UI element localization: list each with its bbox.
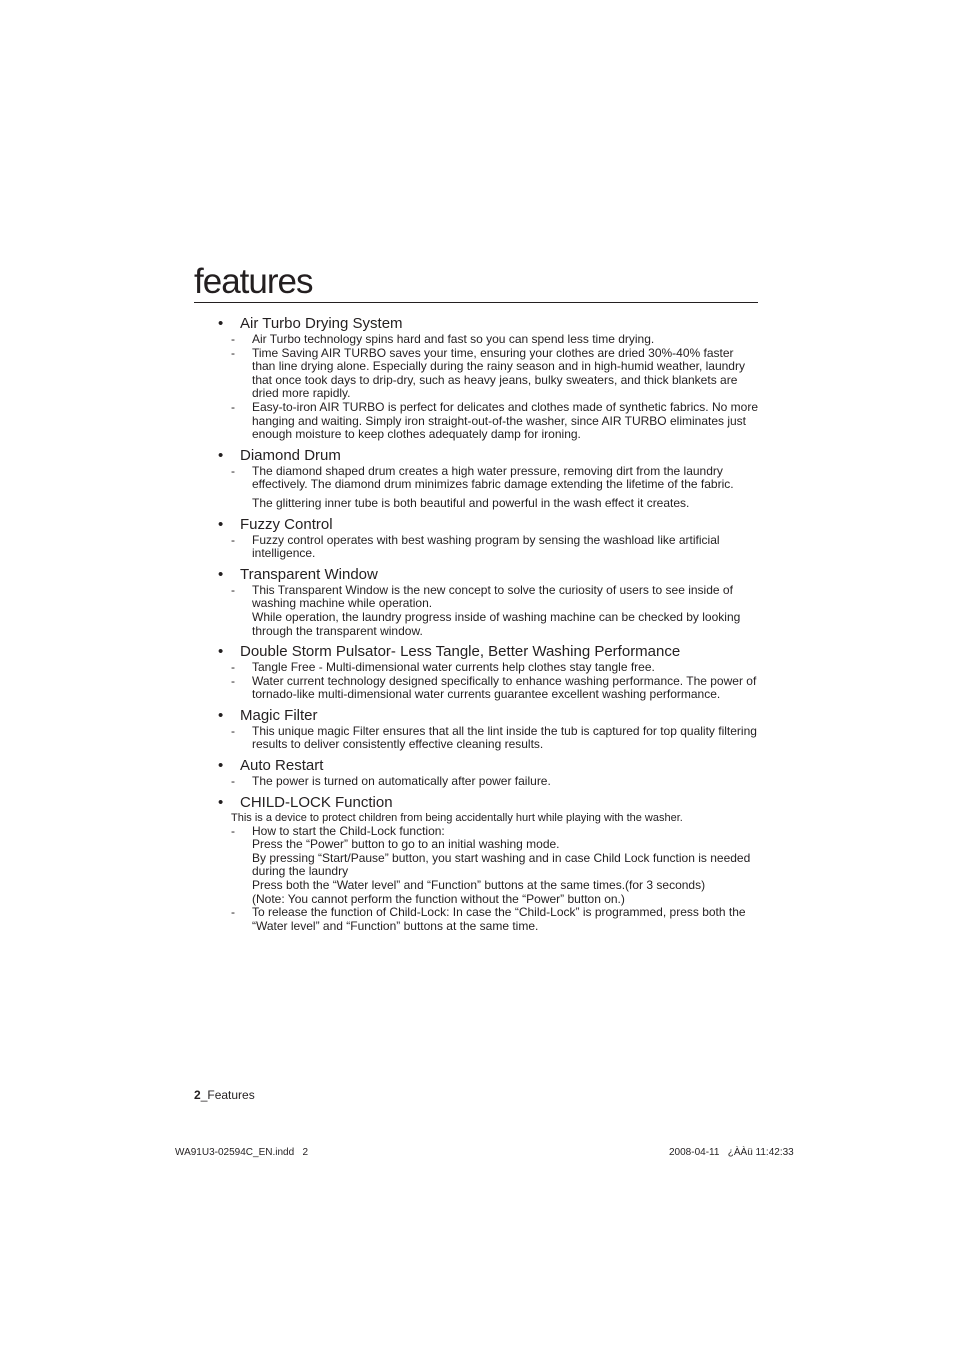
heading-text: Diamond Drum bbox=[240, 446, 341, 464]
bullet-icon: • bbox=[218, 793, 224, 811]
item-text: How to start the Child-Lock function: bbox=[252, 823, 445, 838]
item-continuation: While operation, the laundry progress inside of washing machine can be checked by looking through the transparent window. bbox=[252, 609, 741, 638]
dash-icon: - bbox=[231, 332, 235, 346]
dash-icon: - bbox=[231, 823, 235, 838]
page-footer-label bbox=[194, 1088, 255, 1102]
list-item bbox=[218, 347, 760, 401]
section-heading-auto-restart bbox=[218, 756, 760, 775]
page-title: features bbox=[194, 262, 758, 303]
item-text: Water current technology designed specifically to enhance washing performance. The power of tornado-like multi-dimensional water currents guarantee excellent washing performance. bbox=[252, 673, 757, 702]
list-item bbox=[218, 825, 760, 839]
section-heading-double-storm bbox=[218, 642, 760, 661]
bullet-icon: • bbox=[218, 515, 224, 533]
print-file-name: WA91U3-02594C_EN.indd 2 bbox=[175, 1147, 309, 1158]
step-text: By pressing “Start/Pause” button, you start washing and in case Child Lock function is needed during the laundry bbox=[252, 850, 751, 879]
page-number: 2 bbox=[194, 1088, 201, 1102]
dash-icon: - bbox=[231, 660, 235, 675]
heading-text: Fuzzy Control bbox=[240, 515, 333, 533]
bullet-icon: • bbox=[218, 706, 224, 724]
list-item bbox=[218, 584, 760, 611]
heading-text: Air Turbo Drying System bbox=[240, 315, 403, 332]
item-text: Easy-to-iron AIR TURBO is perfect for delicates and clothes made of synthetic fabrics. No more hanging and waiting. Simply iron straight-out-of-the washer, since AIR TURBO eliminates just enough moisture to keep clothes adequately damp for ironing. bbox=[252, 399, 758, 442]
section-heading-transparent-window bbox=[218, 565, 760, 584]
dash-icon: - bbox=[231, 399, 235, 414]
heading-text: Magic Filter bbox=[240, 706, 318, 724]
item-text: Fuzzy control operates with best washing program by sensing the washload like artificial intelligence. bbox=[252, 532, 720, 561]
dash-icon: - bbox=[231, 463, 235, 478]
list-item bbox=[218, 534, 760, 561]
list-item bbox=[218, 725, 760, 752]
section-heading-child-lock bbox=[218, 793, 760, 812]
section-heading-air-turbo bbox=[218, 314, 760, 333]
item-text: Time Saving AIR TURBO saves your time, ensuring your clothes are dried 30%-40% faster than line drying alone. Especially during the rainy season and in high-humid weather, laundry that once took days to drip-dry, such as heavy jeans, bulky sweaters, and thick blankets are dried more rapidly. bbox=[252, 345, 745, 401]
list-item bbox=[218, 675, 760, 702]
step-text: Press the “Power” button to go to an initial washing mode. bbox=[252, 837, 560, 852]
item-text: Tangle Free - Multi-dimensional water currents help clothes stay tangle free. bbox=[252, 660, 655, 675]
list-item bbox=[218, 401, 760, 442]
print-timestamp: 2008-04-11 ¿ÀÀü 11:42:33 bbox=[669, 1147, 794, 1158]
list-item bbox=[218, 661, 760, 675]
heading-text: Transparent Window bbox=[240, 565, 378, 583]
item-text: The diamond shaped drum creates a high water pressure, removing dirt from the laundry effectively. The diamond drum minimizes fabric damage extending the lifetime of the fabric. bbox=[252, 463, 734, 492]
dash-icon: - bbox=[231, 582, 235, 597]
dash-icon: - bbox=[231, 532, 235, 547]
list-item bbox=[218, 775, 760, 789]
list-item bbox=[218, 333, 760, 347]
list-item bbox=[218, 906, 760, 933]
item-text: Air Turbo technology spins hard and fast so you can spend less time drying. bbox=[252, 332, 655, 346]
section-heading-diamond-drum bbox=[218, 446, 760, 465]
heading-text: Auto Restart bbox=[240, 757, 324, 775]
heading-text: CHILD-LOCK Function bbox=[240, 793, 393, 811]
heading-text: Double Storm Pulsator- Less Tangle, Better Washing Performance bbox=[240, 643, 681, 661]
bullet-icon: • bbox=[218, 643, 224, 661]
item-text: This unique magic Filter ensures that all the lint inside the tub is captured for top quality filtering results to deliver consistently effective cleaning results. bbox=[252, 723, 757, 752]
dash-icon: - bbox=[231, 673, 235, 688]
page-section-name: _Features bbox=[200, 1088, 255, 1102]
step-text: Press both the “Water level” and “Function” buttons at the same times.(for 3 seconds) bbox=[252, 878, 706, 893]
item-continuation: The glittering inner tube is both beautiful and powerful in the wash effect it creates. bbox=[252, 495, 690, 510]
dash-icon: - bbox=[231, 723, 235, 738]
dash-icon: - bbox=[231, 905, 235, 920]
item-text: To release the function of Child-Lock: In case the “Child-Lock” is programmed, press both the “Water level” and “Function” buttons at the same time. bbox=[252, 905, 746, 933]
section-heading-fuzzy-control bbox=[218, 515, 760, 534]
bullet-icon: • bbox=[218, 315, 224, 332]
item-text: This Transparent Window is the new concept to solve the curiosity of users to see inside of washing machine while operation. bbox=[252, 582, 733, 611]
bullet-icon: • bbox=[218, 565, 224, 583]
section-note: This is a device to protect children from being accidentally hurt while playing with the washer. bbox=[231, 811, 683, 824]
dash-icon: - bbox=[231, 774, 235, 789]
features-list bbox=[218, 310, 760, 933]
step-text: (Note: You cannot perform the function without the “Power” button on.) bbox=[252, 891, 625, 906]
section-heading-magic-filter bbox=[218, 706, 760, 725]
bullet-icon: • bbox=[218, 757, 224, 775]
list-item bbox=[218, 465, 760, 492]
bullet-icon: • bbox=[218, 446, 224, 464]
dash-icon: - bbox=[231, 345, 235, 360]
item-text: The power is turned on automatically after power failure. bbox=[252, 774, 551, 789]
